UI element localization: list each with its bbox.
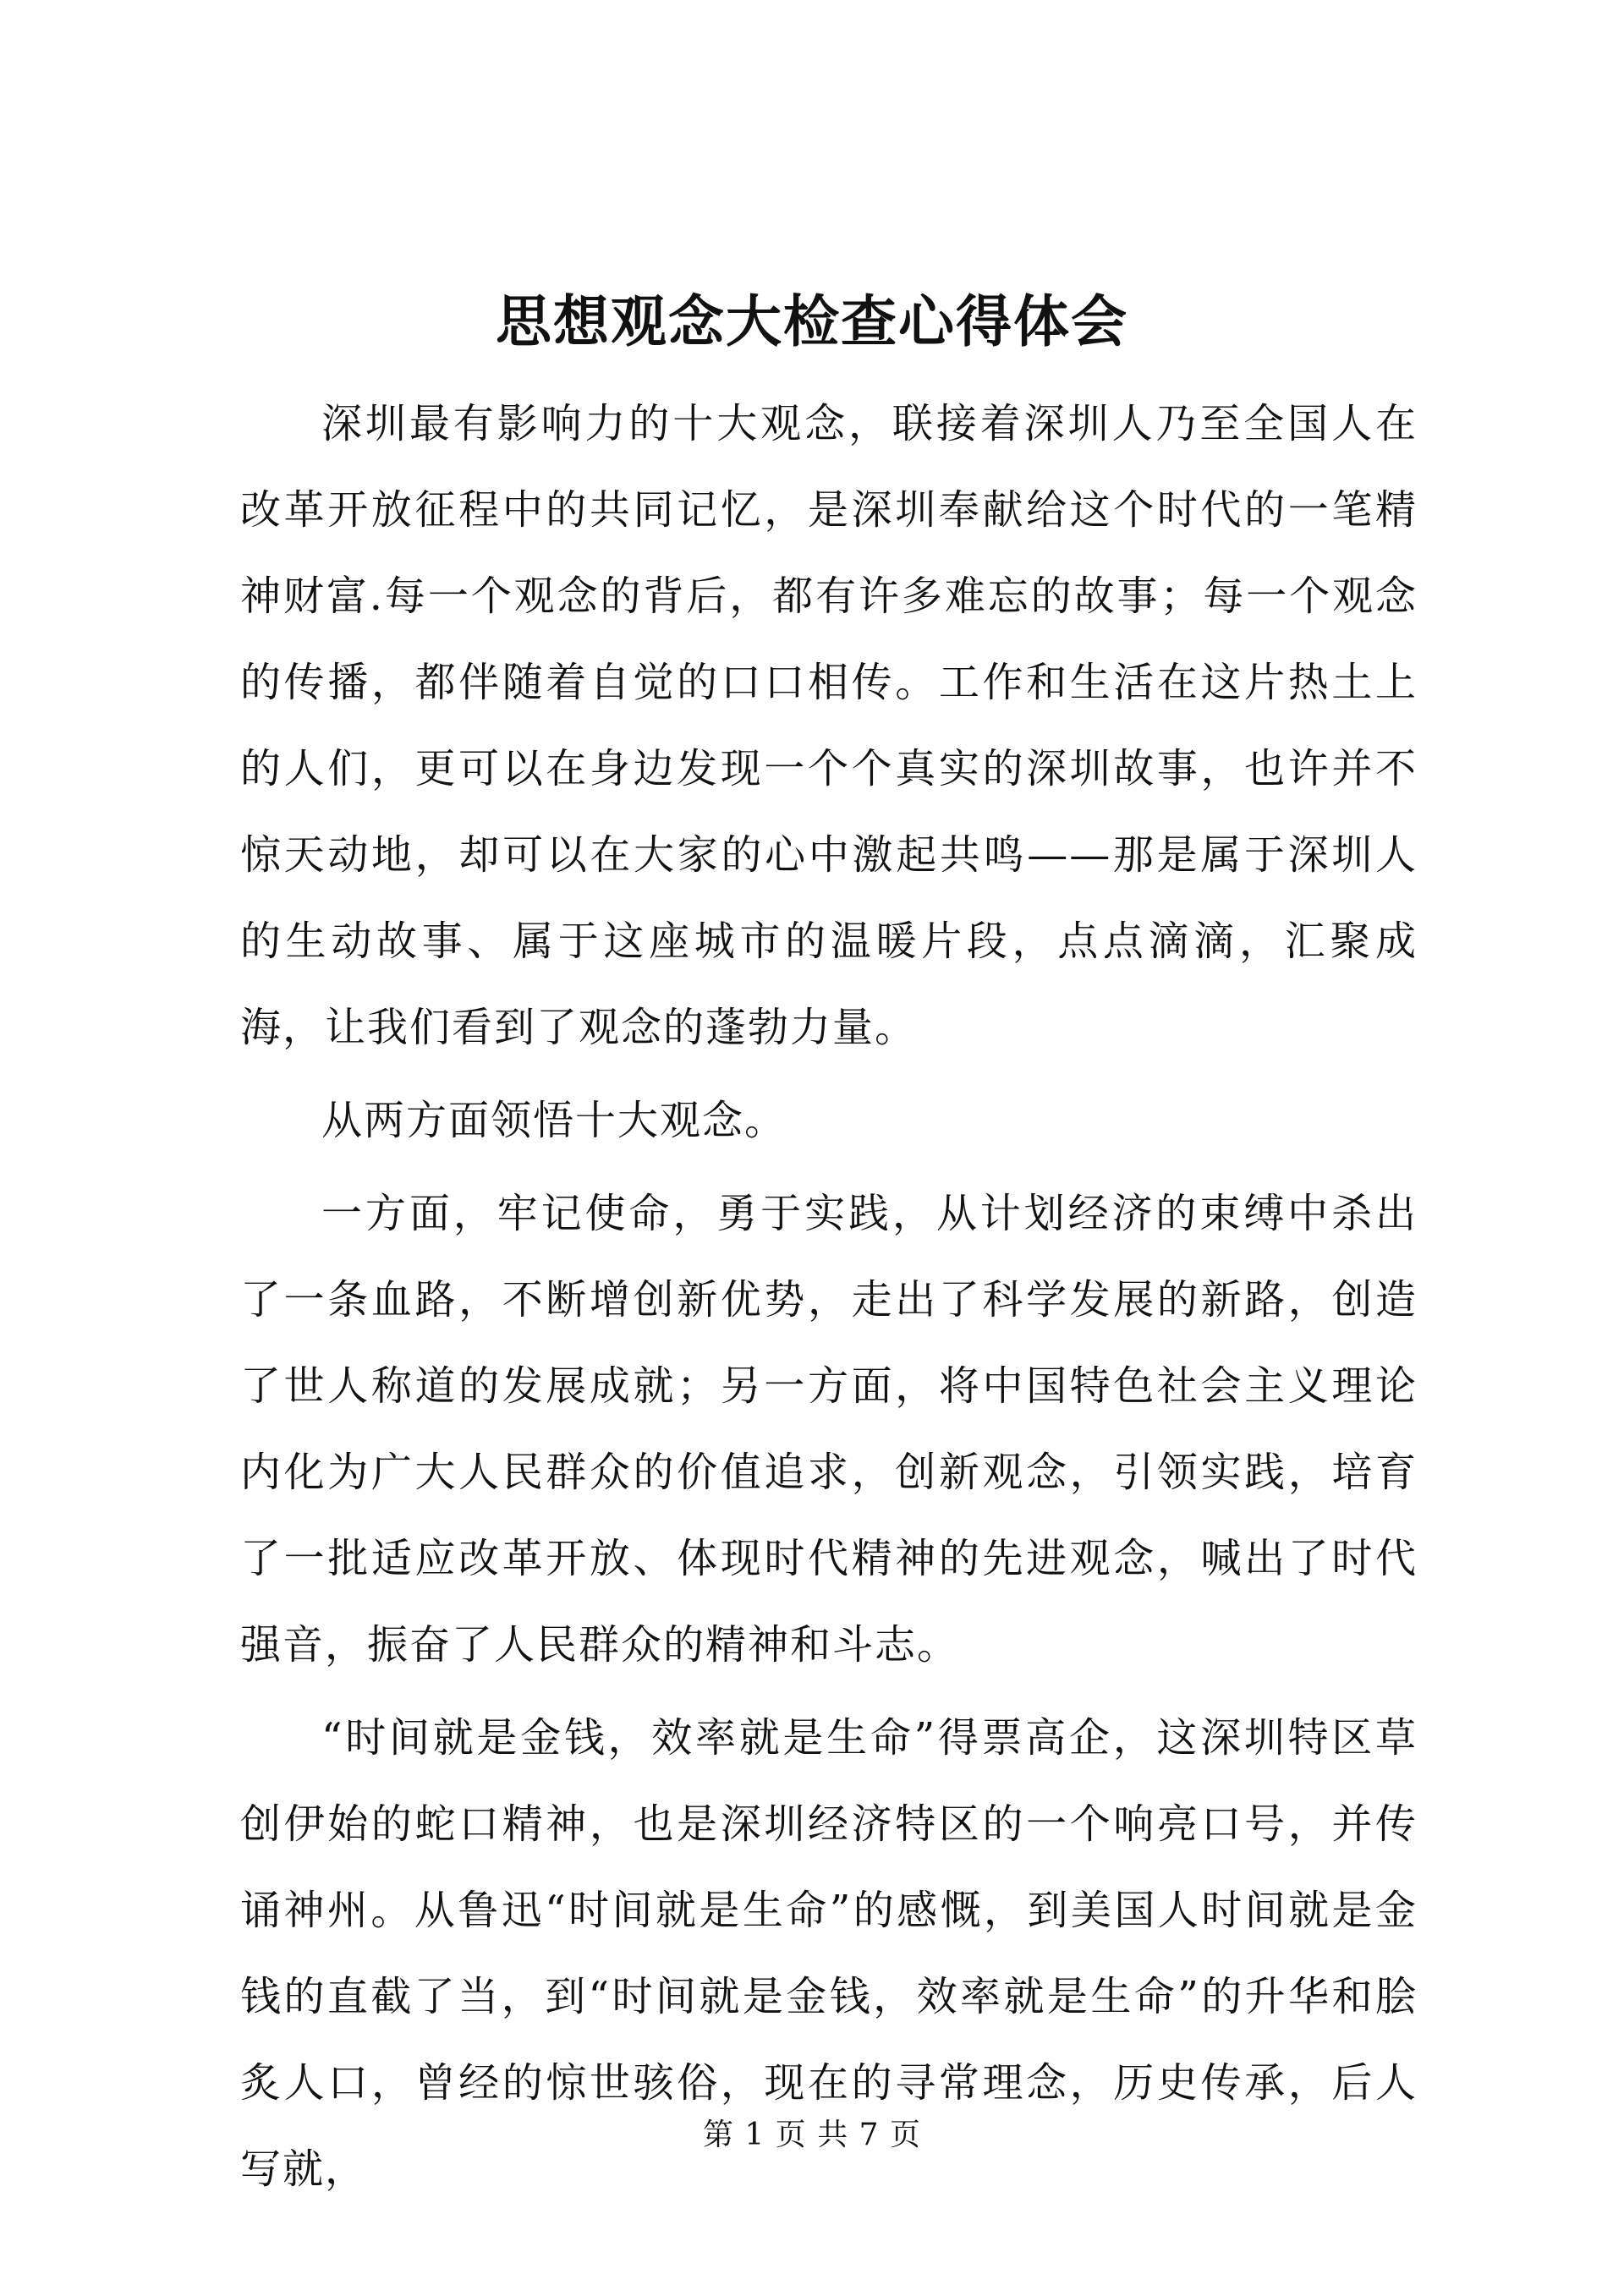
- document-title: 思想观念大检查心得体会: [496, 288, 1128, 354]
- body-paragraph: 从两方面领悟十大观念。: [321, 1097, 787, 1144]
- body-paragraph: 一方面，牢记使命，勇于实践，从计划经济的束缚中杀出了一条血路，不断增创新优势，走出了科学发展的新路，创造了世人称道的发展成就；另一方面，将中国特色社会主义理论内化为广大人民群众的价值追求，创新观念，引领实践，培育了一批适应改革开放、体现时代精神的先进观念，喊出了时代强音，振奋了人民群众的精神和斗志。: [240, 1190, 1418, 1669]
- document-body: [240, 381, 1418, 2212]
- page-footer: 第 1 页 共 7 页: [702, 2118, 922, 2152]
- body-paragraph: “时间就是金钱，效率就是生命”得票高企，这深圳特区草创伊始的蛇口精神，也是深圳经济特区的一个响亮口号，并传诵神州。从鲁迅“时间就是生命”的感慨，到美国人时间就是金钱的直截了当，到“时间就是金钱，效率就是生命”的升华和脍炙人口，曾经的惊世骇俗，现在的寻常理念，历史传承，后人写就，: [240, 1714, 1418, 2193]
- body-paragraph: 深圳最有影响力的十大观念，联接着深圳人乃至全国人在改革开放征程中的共同记忆，是深圳奉献给这个时代的一笔精神财富.每一个观念的背后，都有许多难忘的故事；每一个观念的传播，都伴随着自觉的口口相传。工作和生活在这片热土上的人们，更可以在身边发现一个个真实的深圳故事，也许并不惊天动地，却可以在大家的心中激起共鸣——那是属于深圳人的生动故事、属于这座城市的温暖片段，点点滴滴，汇聚成海，让我们看到了观念的蓬勃力量。: [240, 400, 1418, 1051]
